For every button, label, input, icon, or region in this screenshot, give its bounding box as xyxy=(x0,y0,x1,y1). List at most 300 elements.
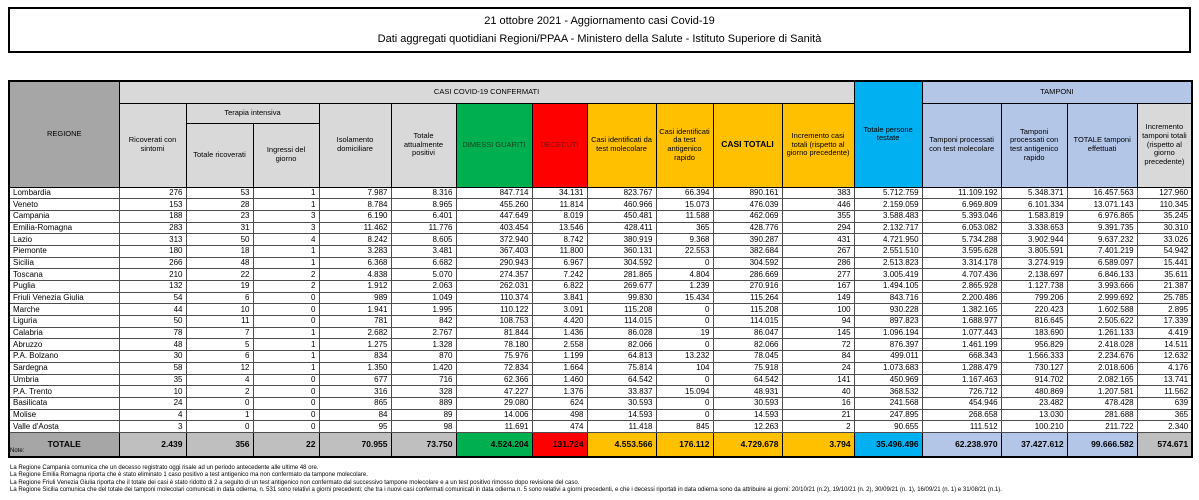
value-cell: 110.345 xyxy=(1137,199,1192,211)
value-cell: 5.070 xyxy=(391,269,456,281)
value-cell: 31 xyxy=(186,222,253,234)
value-cell: 2.132.717 xyxy=(854,222,922,234)
value-cell: 4.420 xyxy=(532,316,587,328)
value-cell: 44 xyxy=(119,304,186,316)
value-cell: 8.605 xyxy=(391,234,456,246)
region-row xyxy=(9,281,1192,293)
value-cell: 15.073 xyxy=(656,199,713,211)
value-cell: 1.436 xyxy=(532,327,587,339)
value-cell: 823.767 xyxy=(587,187,656,199)
value-cell: 30.593 xyxy=(587,397,656,409)
value-cell: 847.714 xyxy=(456,187,532,199)
value-cell: 19 xyxy=(186,281,253,293)
region-row xyxy=(9,304,1192,316)
note-line: La Regione Friuli Venezia Giulia riporta che il totale dei casi è stato ridotto di 2 a seguito di un test antigenico non confermato dal successivo tampone molecolare e a un test positivo rimosso dopo revisione del caso. xyxy=(10,479,580,486)
value-cell: 81.844 xyxy=(456,327,532,339)
value-cell: 2.558 xyxy=(532,339,587,351)
region-row xyxy=(9,409,1192,421)
value-cell: 72.834 xyxy=(456,362,532,374)
value-cell: 11.776 xyxy=(391,222,456,234)
value-cell: 834 xyxy=(319,351,391,363)
totals-value-cell: 4.524.204 xyxy=(456,432,532,457)
value-cell: 367.403 xyxy=(456,245,532,257)
value-cell: 15.434 xyxy=(656,292,713,304)
value-cell: 13.071.143 xyxy=(1067,199,1137,211)
value-cell: 799.206 xyxy=(1001,292,1067,304)
region-row xyxy=(9,210,1192,222)
totals-value-cell: 4.729.678 xyxy=(713,432,782,457)
header-tamponi-molecolare: Tamponi processati con test molecolare xyxy=(922,103,1001,187)
value-cell: 6.101.334 xyxy=(1001,199,1067,211)
footnotes-section xyxy=(10,448,1195,495)
value-cell: 8.316 xyxy=(391,187,456,199)
value-cell: 22 xyxy=(186,269,253,281)
value-cell: 0 xyxy=(253,374,319,386)
value-cell: 499.011 xyxy=(854,351,922,363)
header-totale-ricoverati: Totale ricoverati xyxy=(186,123,253,187)
value-cell: 781 xyxy=(319,316,391,328)
value-cell: 5.734.288 xyxy=(922,234,1001,246)
value-cell: 2.505.622 xyxy=(1067,316,1137,328)
value-cell: 7.401.219 xyxy=(1067,245,1137,257)
value-cell: 380.919 xyxy=(587,234,656,246)
value-cell: 10 xyxy=(186,304,253,316)
value-cell: 40 xyxy=(782,386,854,398)
value-cell: 132 xyxy=(119,281,186,293)
value-cell: 446 xyxy=(782,199,854,211)
value-cell: 9.391.735 xyxy=(1067,222,1137,234)
value-cell: 4.804 xyxy=(656,269,713,281)
header-incremento-casi: Incremento casi totali (rispetto al giorno precedente) xyxy=(782,103,854,187)
value-cell: 84 xyxy=(782,351,854,363)
value-cell: 25.785 xyxy=(1137,292,1192,304)
value-cell: 48 xyxy=(186,257,253,269)
value-cell: 3 xyxy=(253,210,319,222)
value-cell: 78.180 xyxy=(456,339,532,351)
header-dimessi-guariti: DIMESSI GUARITI xyxy=(456,103,532,187)
table-body xyxy=(9,187,1192,457)
value-cell: 0 xyxy=(253,304,319,316)
value-cell: 2.682 xyxy=(319,327,391,339)
value-cell: 716 xyxy=(391,374,456,386)
value-cell: 6.368 xyxy=(319,257,391,269)
value-cell: 2.767 xyxy=(391,327,456,339)
region-name-cell: Valle d'Aosta xyxy=(9,421,119,433)
value-cell: 4.707.436 xyxy=(922,269,1001,281)
region-row xyxy=(9,351,1192,363)
value-cell: 876.397 xyxy=(854,339,922,351)
value-cell: 5.348.371 xyxy=(1001,187,1067,199)
header-ricoverati-sintomi: Ricoverati con sintomi xyxy=(119,103,186,187)
totals-value-cell: 37.427.612 xyxy=(1001,432,1067,457)
value-cell: 50 xyxy=(186,234,253,246)
value-cell: 1.239 xyxy=(656,281,713,293)
value-cell: 4.419 xyxy=(1137,327,1192,339)
value-cell: 3.841 xyxy=(532,292,587,304)
header-casi-totali: CASI TOTALI xyxy=(713,103,782,187)
value-cell: 2 xyxy=(253,269,319,281)
totals-value-cell: 99.666.582 xyxy=(1067,432,1137,457)
value-cell: 2 xyxy=(186,386,253,398)
value-cell: 0 xyxy=(186,421,253,433)
value-cell: 141 xyxy=(782,374,854,386)
value-cell: 110.374 xyxy=(456,292,532,304)
value-cell: 12 xyxy=(186,362,253,374)
value-cell: 0 xyxy=(253,386,319,398)
value-cell: 11.800 xyxy=(532,245,587,257)
value-cell: 276 xyxy=(119,187,186,199)
value-cell: 277 xyxy=(782,269,854,281)
totals-label-cell: TOTALE xyxy=(9,432,119,457)
value-cell: 956.829 xyxy=(1001,339,1067,351)
value-cell: 64.813 xyxy=(587,351,656,363)
value-cell: 1.995 xyxy=(391,304,456,316)
value-cell: 6.401 xyxy=(391,210,456,222)
header-totale-persone-testate: Totale persone testate xyxy=(854,81,922,187)
value-cell: 0 xyxy=(253,421,319,433)
value-cell: 428.411 xyxy=(587,222,656,234)
value-cell: 3.091 xyxy=(532,304,587,316)
value-cell: 2.895 xyxy=(1137,304,1192,316)
value-cell: 4 xyxy=(253,234,319,246)
region-name-cell: Umbria xyxy=(9,374,119,386)
value-cell: 0 xyxy=(253,292,319,304)
value-cell: 50 xyxy=(119,316,186,328)
value-cell: 2 xyxy=(253,281,319,293)
value-cell: 2.159.059 xyxy=(854,199,922,211)
value-cell: 64.542 xyxy=(587,374,656,386)
value-cell: 870 xyxy=(391,351,456,363)
value-cell: 1.328 xyxy=(391,339,456,351)
value-cell: 281.865 xyxy=(587,269,656,281)
region-row xyxy=(9,245,1192,257)
value-cell: 6.967 xyxy=(532,257,587,269)
value-cell: 476.039 xyxy=(713,199,782,211)
value-cell: 66.394 xyxy=(656,187,713,199)
value-cell: 30.310 xyxy=(1137,222,1192,234)
value-cell: 82.066 xyxy=(587,339,656,351)
value-cell: 8.242 xyxy=(319,234,391,246)
value-cell: 11 xyxy=(186,316,253,328)
value-cell: 111.512 xyxy=(922,421,1001,433)
totals-value-cell: 3.794 xyxy=(782,432,854,457)
value-cell: 30.593 xyxy=(713,397,782,409)
note-line: La Regione Emilia Romagna riporta che è stato eliminato 1 caso positivo a test antigenico ma non confermato da tampone molecolare. xyxy=(10,472,368,478)
region-name-cell: Veneto xyxy=(9,199,119,211)
value-cell: 677 xyxy=(319,374,391,386)
value-cell: 290.943 xyxy=(456,257,532,269)
value-cell: 11.691 xyxy=(456,421,532,433)
value-cell: 99.830 xyxy=(587,292,656,304)
value-cell: 1 xyxy=(186,409,253,421)
value-cell: 8.965 xyxy=(391,199,456,211)
value-cell: 845 xyxy=(656,421,713,433)
header-ingressi-giorno: Ingressi del giorno xyxy=(253,123,319,187)
value-cell: 19 xyxy=(656,327,713,339)
value-cell: 313 xyxy=(119,234,186,246)
value-cell: 13.232 xyxy=(656,351,713,363)
value-cell: 2 xyxy=(782,421,854,433)
region-name-cell: Marche xyxy=(9,304,119,316)
value-cell: 447.649 xyxy=(456,210,532,222)
value-cell: 266 xyxy=(119,257,186,269)
value-cell: 7.987 xyxy=(319,187,391,199)
value-cell: 95 xyxy=(319,421,391,433)
value-cell: 1 xyxy=(253,199,319,211)
totals-value-cell: 73.750 xyxy=(391,432,456,457)
value-cell: 3.274.919 xyxy=(1001,257,1067,269)
value-cell: 62.366 xyxy=(456,374,532,386)
value-cell: 3 xyxy=(253,222,319,234)
value-cell: 455.260 xyxy=(456,199,532,211)
value-cell: 1 xyxy=(253,327,319,339)
value-cell: 1.275 xyxy=(319,339,391,351)
totals-value-cell: 35.496.496 xyxy=(854,432,922,457)
value-cell: 4 xyxy=(119,409,186,421)
region-name-cell: Sardegna xyxy=(9,362,119,374)
region-name-cell: Toscana xyxy=(9,269,119,281)
report-date-title: 21 ottobre 2021 - Aggiornamento casi Covid-19 xyxy=(484,15,715,27)
notes-heading: Note: xyxy=(10,448,25,454)
value-cell: 274.357 xyxy=(456,269,532,281)
value-cell: 4.721.950 xyxy=(854,234,922,246)
header-incremento-tamponi: Incremento tamponi totali (rispetto al giorno precedente) xyxy=(1137,103,1192,187)
value-cell: 1.912 xyxy=(319,281,391,293)
value-cell: 1 xyxy=(253,351,319,363)
value-cell: 1.602.588 xyxy=(1067,304,1137,316)
value-cell: 48 xyxy=(119,339,186,351)
value-cell: 3.283 xyxy=(319,245,391,257)
region-name-cell: Abruzzo xyxy=(9,339,119,351)
value-cell: 14.511 xyxy=(1137,339,1192,351)
value-cell: 29.080 xyxy=(456,397,532,409)
value-cell: 6.822 xyxy=(532,281,587,293)
value-cell: 33.026 xyxy=(1137,234,1192,246)
value-cell: 90.655 xyxy=(854,421,922,433)
value-cell: 403.454 xyxy=(456,222,532,234)
value-cell: 6.053.082 xyxy=(922,222,1001,234)
region-row xyxy=(9,292,1192,304)
value-cell: 35 xyxy=(119,374,186,386)
value-cell: 1.073.683 xyxy=(854,362,922,374)
region-row xyxy=(9,269,1192,281)
value-cell: 15.441 xyxy=(1137,257,1192,269)
value-cell: 2.513.823 xyxy=(854,257,922,269)
header-tamponi-antigenico: Tamponi processati con test antigenico rapido xyxy=(1001,103,1067,187)
value-cell: 1 xyxy=(253,257,319,269)
value-cell: 930.228 xyxy=(854,304,922,316)
value-cell: 3.314.178 xyxy=(922,257,1001,269)
region-name-cell: Emilia-Romagna xyxy=(9,222,119,234)
value-cell: 3.595.628 xyxy=(922,245,1001,257)
value-cell: 3.005.419 xyxy=(854,269,922,281)
value-cell: 3.805.591 xyxy=(1001,245,1067,257)
value-cell: 0 xyxy=(656,409,713,421)
value-cell: 5.393.046 xyxy=(922,210,1001,222)
value-cell: 267 xyxy=(782,245,854,257)
region-name-cell: Friuli Venezia Giulia xyxy=(9,292,119,304)
region-row xyxy=(9,234,1192,246)
value-cell: 1 xyxy=(253,187,319,199)
value-cell: 13.741 xyxy=(1137,374,1192,386)
value-cell: 989 xyxy=(319,292,391,304)
value-cell: 14.593 xyxy=(587,409,656,421)
value-cell: 6.589.097 xyxy=(1067,257,1137,269)
value-cell: 283 xyxy=(119,222,186,234)
value-cell: 33.837 xyxy=(587,386,656,398)
value-cell: 1 xyxy=(253,339,319,351)
value-cell: 58 xyxy=(119,362,186,374)
value-cell: 294 xyxy=(782,222,854,234)
region-row xyxy=(9,257,1192,269)
value-cell: 14.006 xyxy=(456,409,532,421)
header-casi-confermati-banner: CASI COVID-19 CONFERMATI xyxy=(119,81,854,103)
value-cell: 84 xyxy=(319,409,391,421)
value-cell: 8.784 xyxy=(319,199,391,211)
value-cell: 34.131 xyxy=(532,187,587,199)
value-cell: 355 xyxy=(782,210,854,222)
value-cell: 2.418.028 xyxy=(1067,339,1137,351)
value-cell: 1.420 xyxy=(391,362,456,374)
value-cell: 11.418 xyxy=(587,421,656,433)
value-cell: 0 xyxy=(656,397,713,409)
value-cell: 9.637.232 xyxy=(1067,234,1137,246)
value-cell: 9.368 xyxy=(656,234,713,246)
value-cell: 0 xyxy=(656,316,713,328)
value-cell: 110.122 xyxy=(456,304,532,316)
region-name-cell: Molise xyxy=(9,409,119,421)
value-cell: 286.669 xyxy=(713,269,782,281)
region-name-cell: P.A. Bolzano xyxy=(9,351,119,363)
header-totale-tamponi: TOTALE tamponi effettuati xyxy=(1067,103,1137,187)
value-cell: 1.583.819 xyxy=(1001,210,1067,222)
value-cell: 75.976 xyxy=(456,351,532,363)
value-cell: 16 xyxy=(782,397,854,409)
report-title-box xyxy=(8,7,1191,53)
value-cell: 167 xyxy=(782,281,854,293)
value-cell: 47.227 xyxy=(456,386,532,398)
value-cell: 5 xyxy=(186,339,253,351)
value-cell: 382.684 xyxy=(713,245,782,257)
value-cell: 11.562 xyxy=(1137,386,1192,398)
value-cell: 2.200.486 xyxy=(922,292,1001,304)
region-row xyxy=(9,187,1192,199)
value-cell: 390.287 xyxy=(713,234,782,246)
region-row xyxy=(9,327,1192,339)
value-cell: 115.208 xyxy=(713,304,782,316)
value-cell: 1.461.199 xyxy=(922,339,1001,351)
value-cell: 478.428 xyxy=(1067,397,1137,409)
value-cell: 270.916 xyxy=(713,281,782,293)
totals-value-cell: 4.553.566 xyxy=(587,432,656,457)
value-cell: 8.742 xyxy=(532,234,587,246)
value-cell: 865 xyxy=(319,397,391,409)
value-cell: 328 xyxy=(391,386,456,398)
note-line: La Regione Campania comunica che un decesso registrato oggi risale ad un periodo antecedente alle ultime 48 ore. xyxy=(10,464,319,471)
value-cell: 1.096.194 xyxy=(854,327,922,339)
value-cell: 220.423 xyxy=(1001,304,1067,316)
value-cell: 2.865.928 xyxy=(922,281,1001,293)
value-cell: 1.941 xyxy=(319,304,391,316)
value-cell: 48.931 xyxy=(713,386,782,398)
value-cell: 6.969.809 xyxy=(922,199,1001,211)
value-cell: 372.940 xyxy=(456,234,532,246)
totals-value-cell: 574.671 xyxy=(1137,432,1192,457)
value-cell: 3 xyxy=(119,421,186,433)
value-cell: 11.814 xyxy=(532,199,587,211)
region-name-cell: Liguria xyxy=(9,316,119,328)
region-row xyxy=(9,386,1192,398)
value-cell: 474 xyxy=(532,421,587,433)
value-cell: 183.690 xyxy=(1001,327,1067,339)
value-cell: 104 xyxy=(656,362,713,374)
region-row xyxy=(9,397,1192,409)
value-cell: 100 xyxy=(782,304,854,316)
value-cell: 7 xyxy=(186,327,253,339)
value-cell: 316 xyxy=(319,386,391,398)
value-cell: 262.031 xyxy=(456,281,532,293)
value-cell: 28 xyxy=(186,199,253,211)
value-cell: 1.382.165 xyxy=(922,304,1001,316)
value-cell: 450.969 xyxy=(854,374,922,386)
value-cell: 0 xyxy=(656,339,713,351)
value-cell: 431 xyxy=(782,234,854,246)
header-regione: REGIONE xyxy=(9,81,119,187)
report-source-subtitle: Dati aggregati quotidiani Regioni/PPAA - Ministero della Salute - Istituto Superiore di Sanità xyxy=(377,33,822,45)
value-cell: 10 xyxy=(119,386,186,398)
value-cell: 460.966 xyxy=(587,199,656,211)
value-cell: 21.387 xyxy=(1137,281,1192,293)
value-cell: 6.682 xyxy=(391,257,456,269)
value-cell: 1.566.333 xyxy=(1001,351,1067,363)
value-cell: 21 xyxy=(782,409,854,421)
value-cell: 115.264 xyxy=(713,292,782,304)
region-name-cell: Sicilia xyxy=(9,257,119,269)
region-row xyxy=(9,316,1192,328)
value-cell: 624 xyxy=(532,397,587,409)
value-cell: 462.069 xyxy=(713,210,782,222)
value-cell: 12.632 xyxy=(1137,351,1192,363)
value-cell: 100.210 xyxy=(1001,421,1067,433)
value-cell: 360.131 xyxy=(587,245,656,257)
value-cell: 24 xyxy=(119,397,186,409)
region-name-cell: Lazio xyxy=(9,234,119,246)
region-name-cell: Campania xyxy=(9,210,119,222)
header-totale-attualmente-positivi: Totale attualmente positivi xyxy=(391,103,456,187)
value-cell: 726.712 xyxy=(922,386,1001,398)
value-cell: 14.593 xyxy=(713,409,782,421)
value-cell: 304.592 xyxy=(587,257,656,269)
value-cell: 11.588 xyxy=(656,210,713,222)
value-cell: 2.082.165 xyxy=(1067,374,1137,386)
value-cell: 1.376 xyxy=(532,386,587,398)
value-cell: 1.261.133 xyxy=(1067,327,1137,339)
header-terapia-intensiva: Terapia intensiva xyxy=(186,103,319,123)
value-cell: 1 xyxy=(253,362,319,374)
value-cell: 816.645 xyxy=(1001,316,1067,328)
value-cell: 480.869 xyxy=(1001,386,1067,398)
region-name-cell: Lombardia xyxy=(9,187,119,199)
value-cell: 22.553 xyxy=(656,245,713,257)
region-name-cell: Calabria xyxy=(9,327,119,339)
value-cell: 730.127 xyxy=(1001,362,1067,374)
value-cell: 82.066 xyxy=(713,339,782,351)
value-cell: 668.343 xyxy=(922,351,1001,363)
region-row xyxy=(9,199,1192,211)
value-cell: 7.242 xyxy=(532,269,587,281)
value-cell: 75.918 xyxy=(713,362,782,374)
value-cell: 247.895 xyxy=(854,409,922,421)
